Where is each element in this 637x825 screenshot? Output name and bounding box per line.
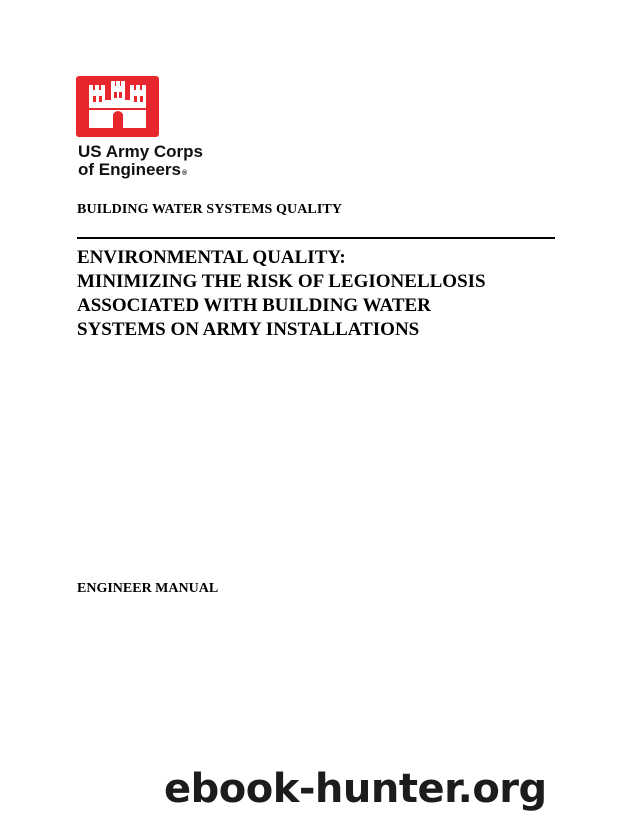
document-title: [77, 246, 597, 342]
document-title-line-2: MINIMIZING THE RISK OF LEGIONELLOSIS: [77, 271, 486, 292]
document-title-line-3: ASSOCIATED WITH BUILDING WATER: [77, 295, 431, 316]
document-type: ENGINEER MANUAL: [77, 581, 219, 596]
organization-name-line-1: US Army Corps: [78, 142, 204, 161]
watermark-text: ebook-hunter.org: [164, 766, 547, 812]
organization-name: [78, 143, 203, 183]
castle-icon: [76, 76, 159, 137]
usace-castle-logo-icon: [76, 76, 159, 137]
organization-name-line-2: [78, 161, 203, 183]
series-title: BUILDING WATER SYSTEMS QUALITY: [77, 202, 343, 217]
title-divider: [77, 237, 555, 239]
registered-mark: ®: [181, 170, 188, 177]
organization-name-line-2-text: of Engineers: [78, 160, 181, 179]
document-title-line-1: ENVIRONMENTAL QUALITY:: [77, 247, 346, 268]
document-title-line-4: SYSTEMS ON ARMY INSTALLATIONS: [77, 319, 420, 340]
